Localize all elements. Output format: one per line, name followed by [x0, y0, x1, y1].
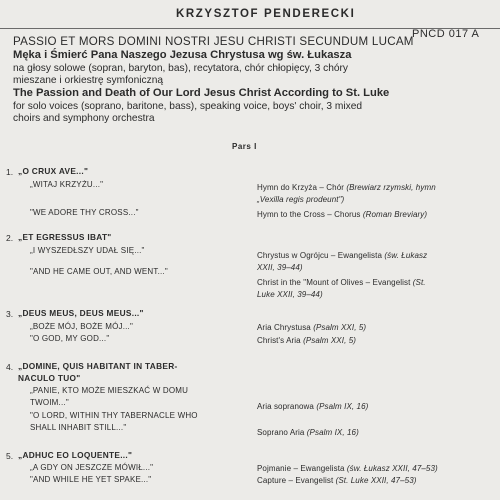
track-description: Christ in the "Mount of Olives – Evangelist (St.: [257, 278, 426, 287]
track-english-line: "O LORD, WITHIN THY TABERNACLE WHO: [30, 411, 198, 420]
track-polish-line: „WITAJ KRZYŻU...": [30, 180, 104, 189]
track-description: Pojmanie – Ewangelista (św. Łukasz XXII, 47–53): [257, 464, 438, 473]
latin-title: PASSIO ET MORS DOMINI NOSTRI JESU CHRISTI SECUNDUM LUCAM: [13, 35, 414, 48]
track-description: Luke XXII, 39–44): [257, 290, 323, 299]
track-polish-line: „I WYSZEDŁSZY UDAŁ SIĘ...": [30, 246, 145, 255]
track-polish-line: „A GDY ON JESZCZE MÓWIŁ...": [30, 463, 154, 472]
catalog-number: PNCD 017 A: [412, 28, 480, 40]
track-english-line: "O GOD, MY GOD...": [30, 334, 110, 343]
track-description: Chrystus w Ogrójcu – Ewangelista (św. Łukasz: [257, 251, 428, 260]
section-heading: Pars I: [232, 142, 257, 151]
track-title: „O CRUX AVE...": [18, 166, 89, 176]
track-title: „ET EGRESSUS IBAT": [18, 232, 112, 242]
track-description: „Vexilla regis prodeunt"): [257, 195, 345, 204]
track-description: Soprano Aria (Psalm IX, 16): [257, 428, 359, 437]
track-description: Aria Chrystusa (Psalm XXI, 5): [257, 323, 367, 332]
track-title: „ADHUC EO LOQUENTE...": [18, 450, 133, 460]
track-english-line: "AND WHILE HE YET SPAKE...": [30, 475, 152, 484]
track-polish-line: TWOIM...": [30, 398, 69, 407]
track-description: Hymn do Krzyża – Chór (Brewiarz rzymski, hymn: [257, 183, 436, 192]
polish-description-line-1: na głosy solowe (sopran, baryton, bas), recytatora, chór chłopięcy, 3 chóry: [13, 63, 349, 74]
track-polish-line: „BOŻE MÓJ, BOŻE MÓJ...": [30, 322, 133, 331]
track-title-continued: NACULO TUO": [18, 373, 81, 383]
track-description: XXII, 39–44): [257, 263, 303, 272]
english-description-line-1: for solo voices (soprano, baritone, bass), speaking voice, boys' choir, 3 mixed: [13, 101, 363, 112]
english-description-line-2: choirs and symphony orchestra: [13, 113, 155, 124]
track-title: „DEUS MEUS, DEUS MEUS...": [18, 308, 144, 318]
track-number: 1.: [6, 167, 14, 177]
track-number: 5.: [6, 451, 14, 461]
track-description: Aria sopranowa (Psalm IX, 16): [257, 402, 369, 411]
track-english-line: "AND HE CAME OUT, AND WENT...": [30, 267, 168, 276]
track-english-line: SHALL INHABIT STILL...": [30, 423, 127, 432]
track-english-line: "WE ADORE THY CROSS...": [30, 208, 139, 217]
polish-description-line-2: mieszane i orkiestrę symfoniczną: [13, 75, 164, 86]
track-title: „DOMINE, QUIS HABITANT IN TABER-: [18, 361, 178, 371]
track-number: 3.: [6, 309, 14, 319]
english-title: The Passion and Death of Our Lord Jesus Christ According to St. Luke: [13, 87, 390, 99]
track-number: 4.: [6, 362, 14, 372]
polish-title: Męka i Śmierć Pana Naszego Jezusa Chrystusa wg św. Łukasza: [13, 49, 352, 61]
track-description: Capture – Evangelist (St. Luke XXII, 47–53): [257, 476, 417, 485]
track-polish-line: „PANIE, KTO MOŻE MIESZKAĆ W DOMU: [30, 386, 189, 395]
track-number: 2.: [6, 233, 14, 243]
track-description: Hymn to the Cross – Chorus (Roman Breviary): [257, 210, 428, 219]
composer-name: KRZYSZTOF PENDERECKI: [176, 8, 356, 20]
track-description: Christ's Aria (Psalm XXI, 5): [257, 336, 357, 345]
